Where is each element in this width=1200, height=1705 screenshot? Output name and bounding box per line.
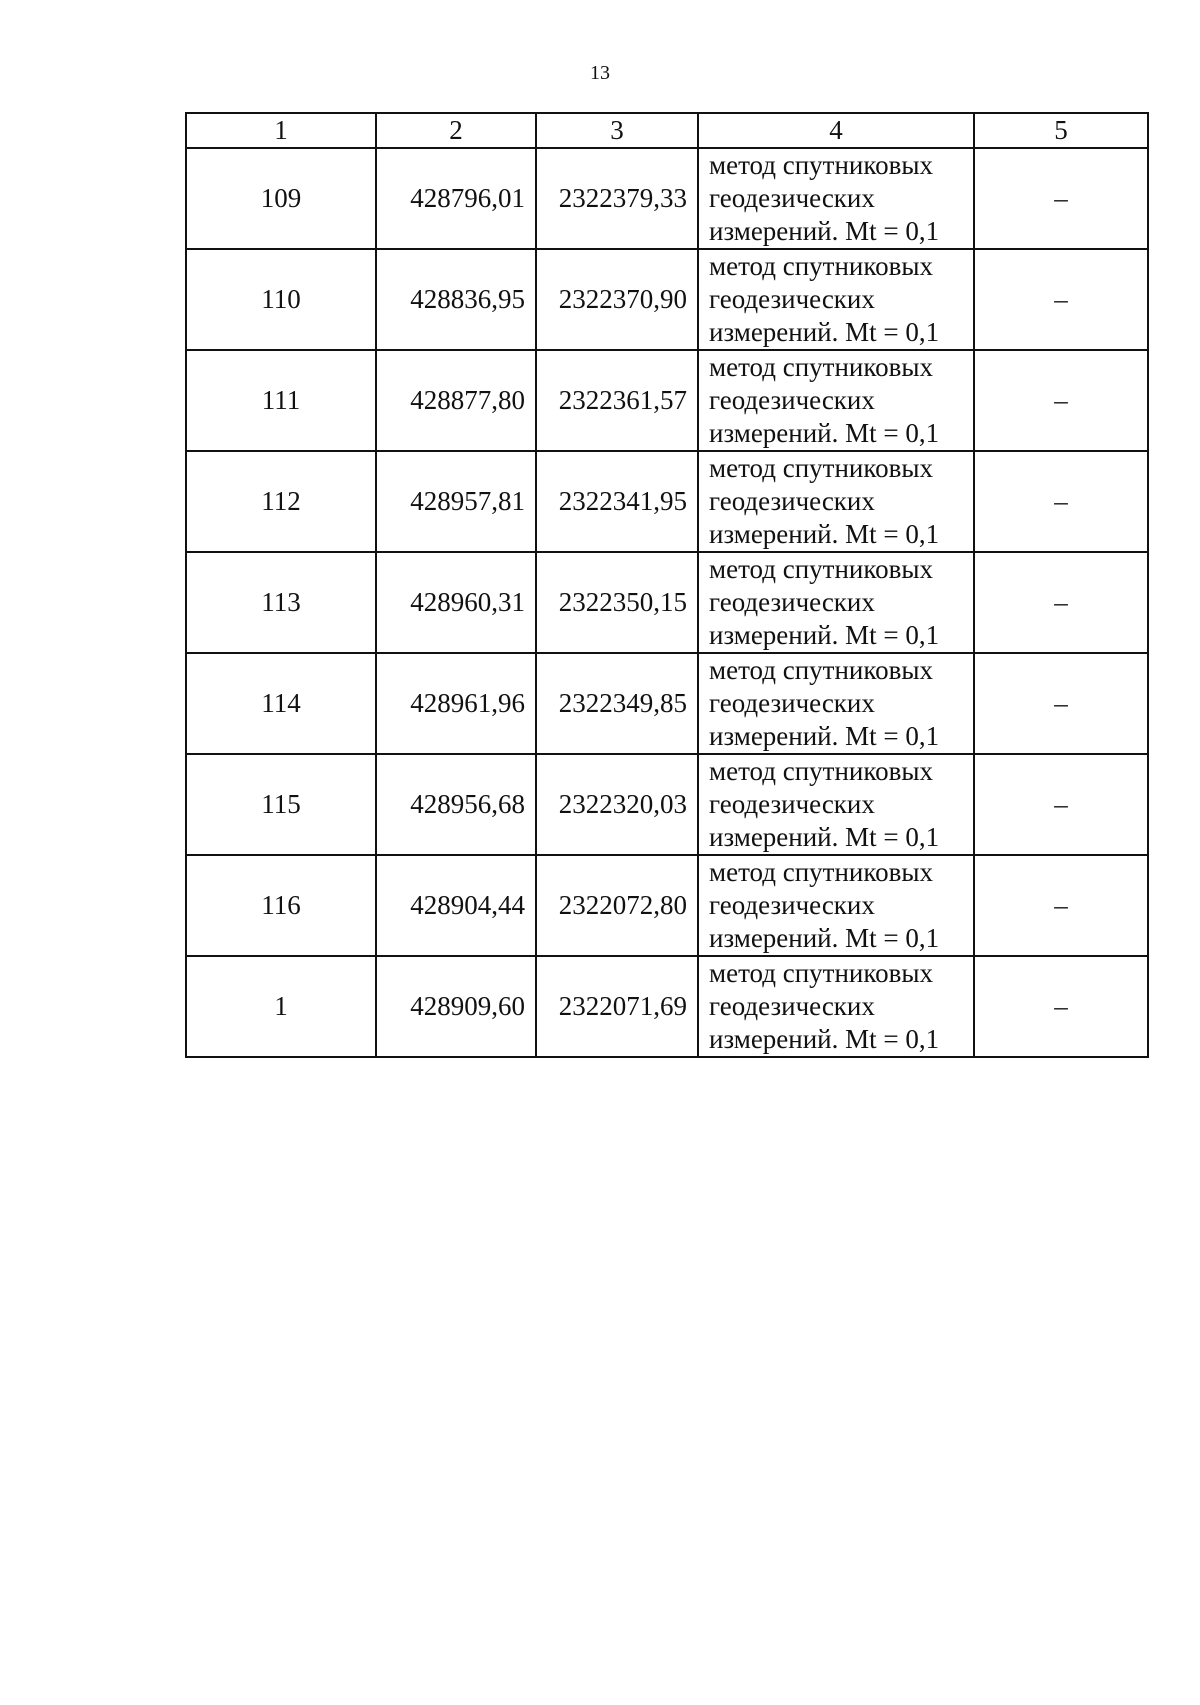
coordinate-y: 2322341,95 [536, 451, 698, 552]
coordinates-table [185, 112, 1149, 1058]
table-row [186, 754, 1148, 855]
method-cell [698, 855, 974, 956]
method-cell [698, 754, 974, 855]
point-number: 114 [186, 653, 376, 754]
method-cell [698, 148, 974, 249]
dash-cell: – [974, 249, 1148, 350]
table-row [186, 249, 1148, 350]
dash-cell: – [974, 653, 1148, 754]
method-text: метод спутниковых геодезических измерений. Mt = 0,1 [709, 857, 940, 953]
column-header-5: 5 [974, 113, 1148, 148]
column-header-2: 2 [376, 113, 536, 148]
coordinate-y: 2322071,69 [536, 956, 698, 1057]
method-cell [698, 552, 974, 653]
dash-cell: – [974, 956, 1148, 1057]
coordinate-x: 428796,01 [376, 148, 536, 249]
coordinate-x: 428960,31 [376, 552, 536, 653]
table-row [186, 653, 1148, 754]
column-header-3: 3 [536, 113, 698, 148]
dash-cell: – [974, 754, 1148, 855]
table-row [186, 552, 1148, 653]
method-text: метод спутниковых геодезических измерений. Mt = 0,1 [709, 958, 940, 1054]
dash-cell: – [974, 855, 1148, 956]
point-number: 109 [186, 148, 376, 249]
method-text: метод спутниковых геодезических измерений. Mt = 0,1 [709, 453, 940, 549]
column-header-4: 4 [698, 113, 974, 148]
method-text: метод спутниковых геодезических измерений. Mt = 0,1 [709, 150, 940, 246]
method-cell [698, 249, 974, 350]
table-header-row [186, 113, 1148, 148]
table-row [186, 956, 1148, 1057]
method-text: метод спутниковых геодезических измерений. Mt = 0,1 [709, 251, 940, 347]
coordinate-y: 2322370,90 [536, 249, 698, 350]
coordinate-y: 2322072,80 [536, 855, 698, 956]
point-number: 111 [186, 350, 376, 451]
coordinate-x: 428836,95 [376, 249, 536, 350]
method-text: метод спутниковых геодезических измерений. Mt = 0,1 [709, 756, 940, 852]
column-header-1: 1 [186, 113, 376, 148]
point-number: 1 [186, 956, 376, 1057]
method-cell [698, 956, 974, 1057]
point-number: 110 [186, 249, 376, 350]
method-text: метод спутниковых геодезических измерений. Mt = 0,1 [709, 352, 940, 448]
method-cell [698, 653, 974, 754]
method-cell [698, 350, 974, 451]
table-row [186, 350, 1148, 451]
dash-cell: – [974, 451, 1148, 552]
point-number: 115 [186, 754, 376, 855]
point-number: 113 [186, 552, 376, 653]
table-row [186, 148, 1148, 249]
dash-cell: – [974, 552, 1148, 653]
dash-cell: – [974, 350, 1148, 451]
method-text: метод спутниковых геодезических измерений. Mt = 0,1 [709, 655, 940, 751]
coordinate-x: 428904,44 [376, 855, 536, 956]
coordinate-y: 2322379,33 [536, 148, 698, 249]
dash-cell: – [974, 148, 1148, 249]
coordinate-x: 428877,80 [376, 350, 536, 451]
coordinate-y: 2322350,15 [536, 552, 698, 653]
method-text: метод спутниковых геодезических измерений. Mt = 0,1 [709, 554, 940, 650]
table-row [186, 855, 1148, 956]
method-cell [698, 451, 974, 552]
point-number: 112 [186, 451, 376, 552]
coordinate-y: 2322320,03 [536, 754, 698, 855]
coordinate-y: 2322361,57 [536, 350, 698, 451]
table-row [186, 451, 1148, 552]
point-number: 116 [186, 855, 376, 956]
coordinate-y: 2322349,85 [536, 653, 698, 754]
page-number: 13 [590, 62, 610, 84]
coordinate-x: 428909,60 [376, 956, 536, 1057]
coordinate-x: 428957,81 [376, 451, 536, 552]
coordinate-x: 428956,68 [376, 754, 536, 855]
coordinate-x: 428961,96 [376, 653, 536, 754]
